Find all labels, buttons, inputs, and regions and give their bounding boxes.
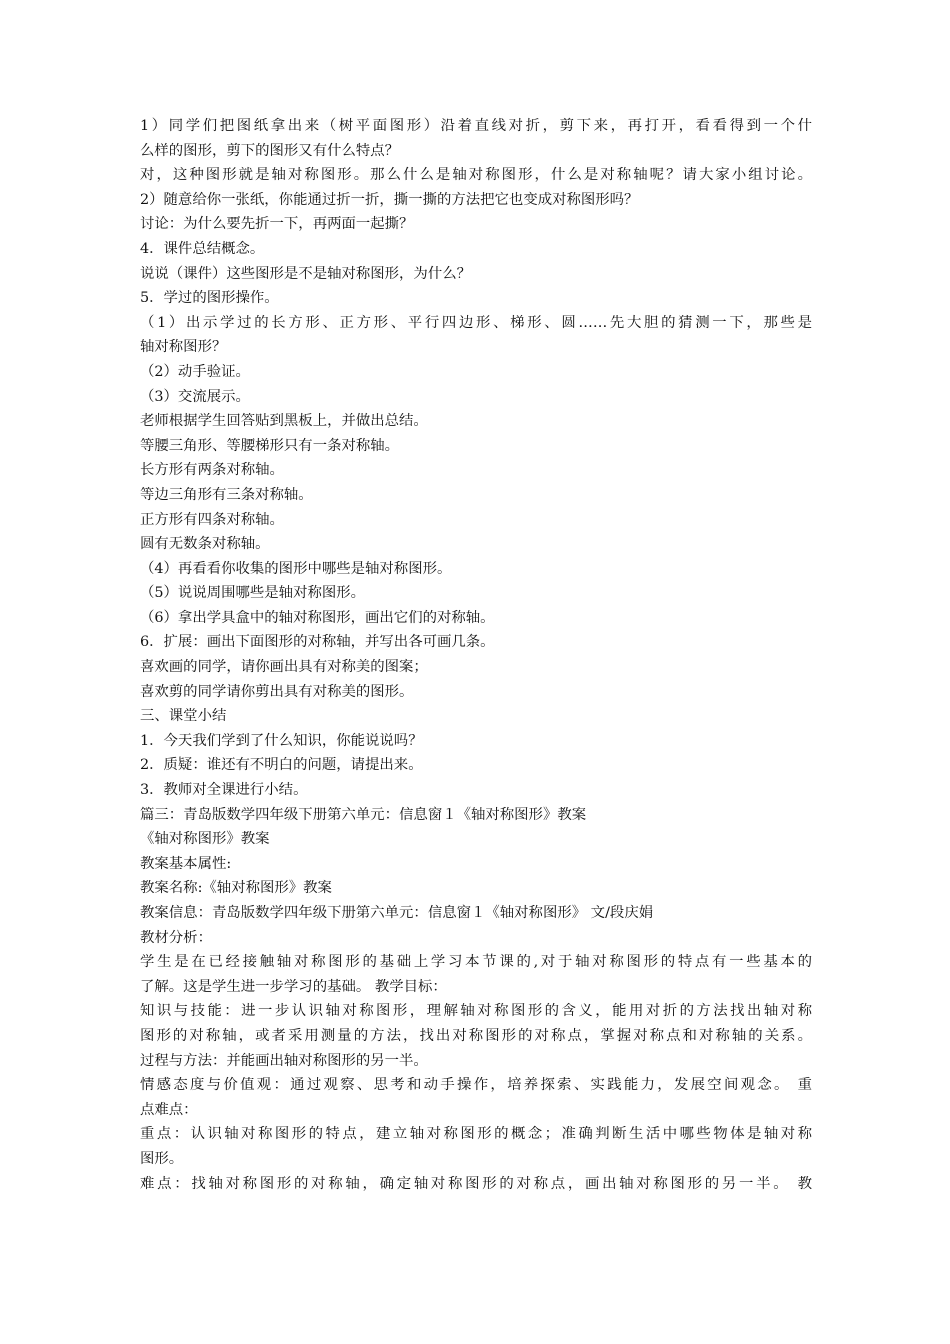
text-line: （1）出示学过的长方形、正方形、平行四边形、梯形、圆……先大胆的猜测一下，那些是 bbox=[140, 314, 812, 331]
text-line: 图形。 bbox=[140, 1150, 184, 1167]
text-line: 6．扩展：画出下面图形的对称轴，并写出各可画几条。 bbox=[140, 634, 495, 651]
text-line: 1）同学们把图纸拿出来（树平面图形）沿着直线对折，剪下来，再打开，看看得到一个什 bbox=[140, 118, 812, 134]
text-line: 教案名称:《轴对称图形》教案 bbox=[140, 880, 332, 897]
text-line: 知识与技能：进一步认识轴对称图形，理解轴对称图形的含义，能用对折的方法找出轴对称 bbox=[140, 1003, 812, 1020]
text-line: （6）拿出学具盒中的轴对称图形，画出它们的对称轴。 bbox=[140, 609, 495, 626]
section-heading: 三、课堂小结 bbox=[140, 708, 227, 725]
text-line: 长方形有两条对称轴。 bbox=[140, 462, 284, 479]
text-line: 学生是在已经接触轴对称图形的基础上学习本节课的,对于轴对称图形的特点有一些基本的 bbox=[140, 954, 812, 971]
text-line: 正方形有四条对称轴。 bbox=[140, 511, 284, 528]
text-line: （2）动手验证。 bbox=[140, 363, 250, 380]
text-line: 重点：认识轴对称图形的特点，建立轴对称图形的概念；准确判断生活中哪些物体是轴对称 bbox=[140, 1126, 812, 1143]
text-line: 讨论：为什么要先折一下，再两面一起撕？ bbox=[140, 216, 414, 233]
text-line: 等腰三角形、等腰梯形只有一条对称轴。 bbox=[140, 437, 400, 454]
text-line: 对，这种图形就是轴对称图形。那么什么是轴对称图形，什么是对称轴呢？请大家小组讨论。 bbox=[140, 167, 812, 184]
text-line: 等边三角形有三条对称轴。 bbox=[140, 486, 313, 503]
text-line: 难点：找轴对称图形的对称轴，确定轴对称图形的对称点，画出轴对称图形的另一半。 教 bbox=[140, 1175, 812, 1192]
text-line: 喜欢画的同学，请你画出具有对称美的图案； bbox=[140, 659, 428, 676]
text-line: 图形的对称轴，或者采用测量的方法，找出对称图形的对称点，掌握对称点和对称轴的关系。 bbox=[140, 1027, 812, 1044]
text-line: 么样的图形，剪下的图形又有什么特点？ bbox=[140, 142, 400, 159]
text-line: 了解。这是学生进一步学习的基础。 教学目标： bbox=[140, 978, 447, 995]
text-line: 过程与方法：并能画出轴对称图形的另一半。 bbox=[140, 1052, 428, 1069]
text-line: 3．教师对全课进行小结。 bbox=[140, 782, 308, 799]
text-line: 5．学过的图形操作。 bbox=[140, 290, 279, 307]
text-line: 圆有无数条对称轴。 bbox=[140, 536, 270, 553]
text-line: 轴对称图形？ bbox=[140, 339, 227, 356]
text-line: 说说（课件）这些图形是不是轴对称图形，为什么？ bbox=[140, 265, 471, 282]
text-line: 喜欢剪的同学请你剪出具有对称美的图形。 bbox=[140, 683, 414, 700]
text-line: 教材分析： bbox=[140, 929, 212, 946]
text-line: 1．今天我们学到了什么知识，你能说说吗？ bbox=[140, 732, 423, 749]
text-line: 教案信息：青岛版数学四年级下册第六单元：信息窗１《轴对称图形》 文/段庆娟 bbox=[140, 905, 654, 921]
text-line: 老师根据学生回答贴到黑板上，并做出总结。 bbox=[140, 413, 428, 430]
text-line: 教案基本属性: bbox=[140, 855, 232, 872]
document-page bbox=[140, 114, 812, 1196]
text-line: 点难点： bbox=[140, 1101, 198, 1118]
text-line: （4）再看看你收集的图形中哪些是轴对称图形。 bbox=[140, 560, 452, 577]
text-line: （3）交流展示。 bbox=[140, 388, 250, 405]
text-line: 2．质疑：谁还有不明白的问题，请提出来。 bbox=[140, 757, 423, 774]
text-line: 2）随意给你一张纸，你能通过折一折，撕一撕的方法把它也变成对称图形吗？ bbox=[140, 191, 639, 208]
text-line: 情感态度与价值观：通过观察、思考和动手操作，培养探索、实践能力，发展空间观念。 重 bbox=[140, 1077, 812, 1094]
text-line: 《轴对称图形》教案 bbox=[140, 831, 270, 848]
section-heading: 篇三：青岛版数学四年级下册第六单元：信息窗１《轴对称图形》教案 bbox=[140, 806, 587, 823]
text-line: （5）说说周围哪些是轴对称图形。 bbox=[140, 585, 366, 602]
text-line: 4．课件总结概念。 bbox=[140, 240, 265, 257]
